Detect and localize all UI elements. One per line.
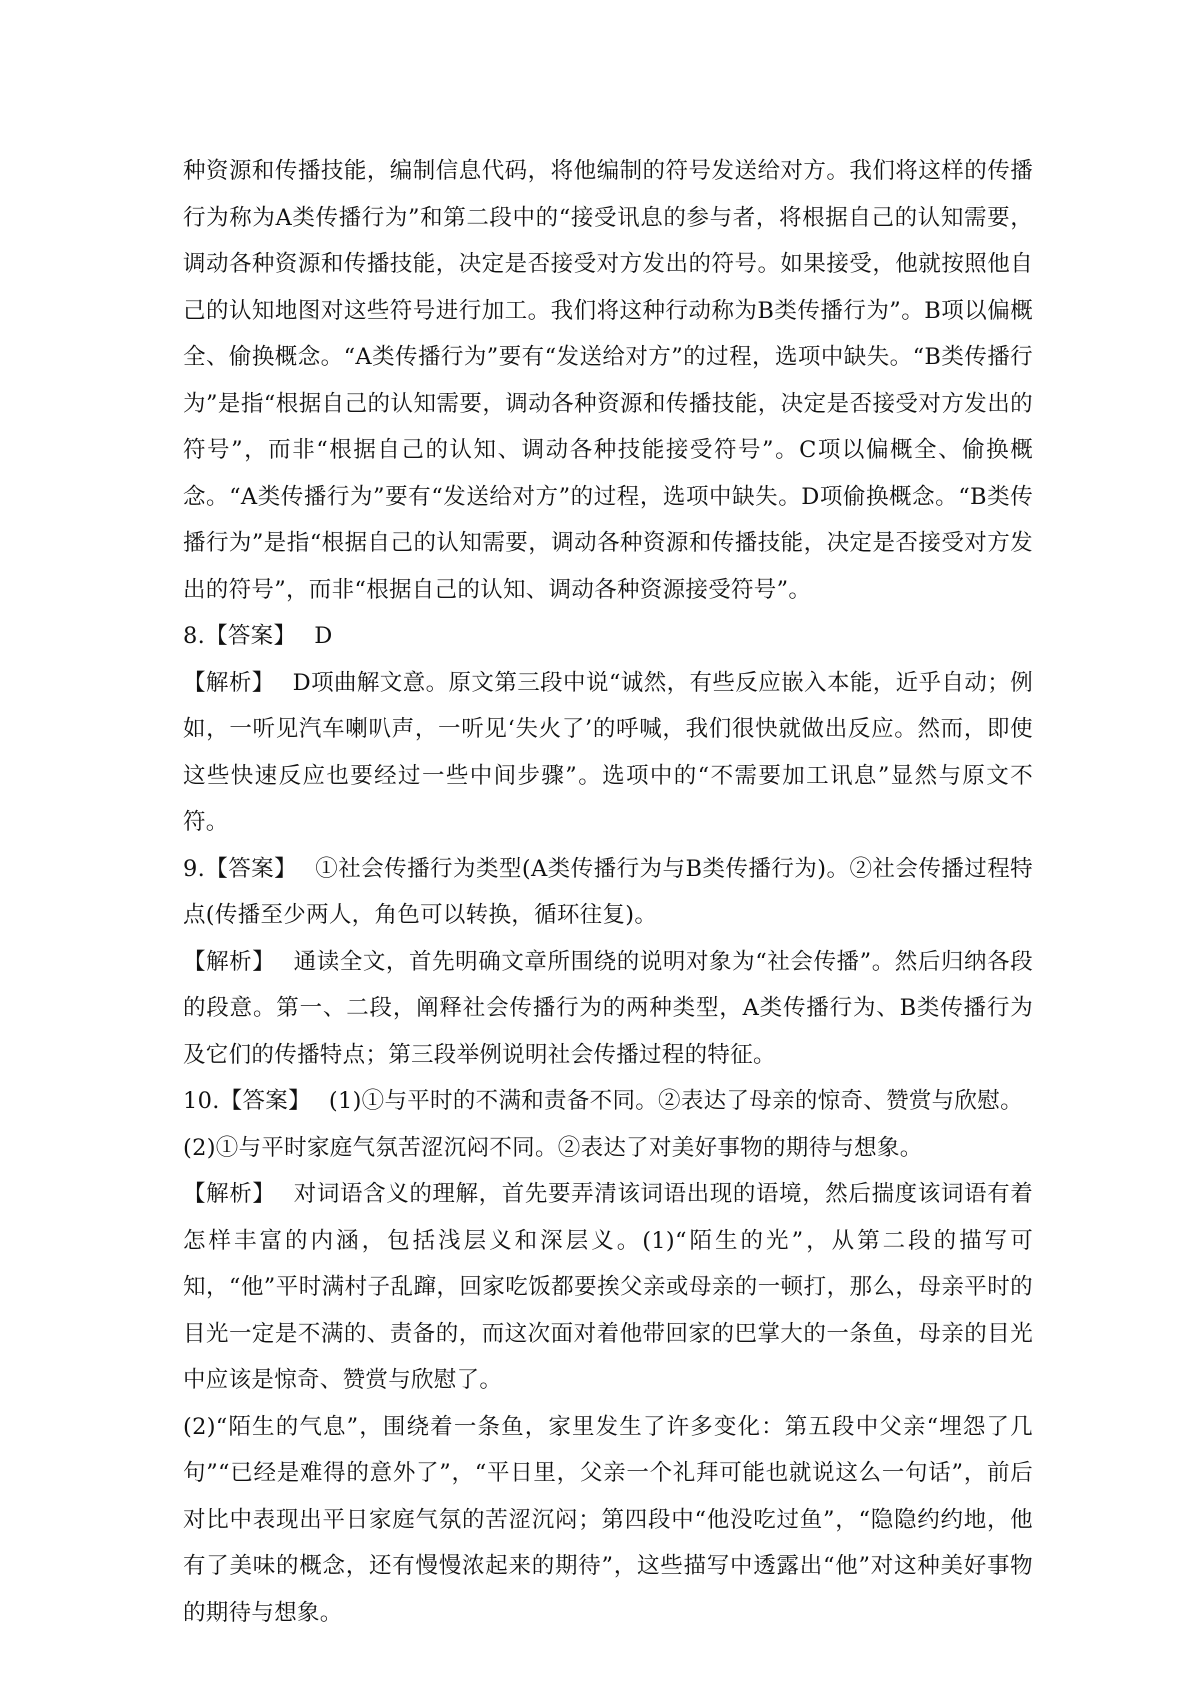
answer-text: D: [314, 623, 333, 649]
answer-text: ①社会传播行为类型(A类传播行为与B类传播行为)。②社会传播过程特点(传播至少两人，角色可以转换，循环往复)。: [183, 855, 1033, 928]
paragraph-answer-8: [183, 613, 1033, 660]
analysis-text: 对词语含义的理解，首先要弄清该词语出现的语境，然后揣度该词语有着怎样丰富的内涵，包括浅层义和深层义。(1)“陌生的光”，从第二段的描写可知，“他”平时满村子乱蹿，回家吃饭都要挨父亲或母亲的一顿打，那么，母亲平时的目光一定是不满的、责备的，而这次面对着他带回家的巴掌大的一条鱼，母亲的目光中应该是惊奇、赞赏与欣慰了。: [183, 1181, 1033, 1393]
paragraph-analysis-8: [183, 660, 1033, 846]
analysis-text: D项曲解文意。原文第三段中说“诚然，有些反应嵌入本能，近乎自动；例如，一听见汽车喇叭声，一听见‘失火了’的呼喊，我们很快就做出反应。然而，即使这些快速反应也要经过一些中间步骤”。选项中的“不需要加工讯息”显然与原文不符。: [183, 669, 1034, 835]
answer-label: 10.【答案】: [183, 1088, 311, 1114]
answer-text: (2)①与平时家庭气氛苦涩沉闷不同。②表达了对美好事物的期待与想象。: [183, 1134, 923, 1161]
paragraph-answer-9: [183, 846, 1033, 939]
answer-text: (1)①与平时的不满和责备不同。②表达了母亲的惊奇、赞赏与欣慰。: [328, 1088, 1023, 1114]
analysis-label: 【解析】: [183, 948, 276, 975]
document-body: [183, 148, 1033, 1636]
analysis-text: (2)“陌生的气息”，围绕着一条鱼，家里发生了许多变化：第五段中父亲“埋怨了几句”“已经是难得的意外了”，“平日里，父亲一个礼拜可能也就说这么一句话”，前后对比中表现出平日家庭气氛的苦涩沉闷；第四段中“他没吃过鱼”，“隐隐约约地，他有了美味的概念，还有慢慢浓起来的期待”，这些描写中透露出“他”对这种美好事物的期待与想象。: [183, 1413, 1033, 1626]
paragraph-answer-10: [183, 1078, 1033, 1125]
paragraph-analysis-9: [183, 939, 1033, 1079]
paragraph-answer-10-part-2: [183, 1125, 1033, 1172]
analysis-text: 通读全文，首先明确文章所围绕的说明对象为“社会传播”。然后归纳各段的段意。第一、二段，阐释社会传播行为的两种类型，A类传播行为、B类传播行为及它们的传播特点；第三段举例说明社会传播过程的特征。: [183, 948, 1033, 1068]
paragraph-analysis-7-continued: [183, 148, 1033, 613]
paragraph-analysis-10-part-2: [183, 1404, 1033, 1637]
paragraph-text: 种资源和传播技能，编制信息代码，将他编制的符号发送给对方。我们将这样的传播行为称为A类传播行为”和第二段中的“接受讯息的参与者，将根据自己的认知需要，调动各种资源和传播技能，决定是否接受对方发出的符号。如果接受，他就按照他自己的认知地图对这些符号进行加工。我们将这种行动称为B类传播行为”。B项以偏概全、偷换概念。“A类传播行为”要有“发送给对方”的过程，选项中缺失。“B类传播行为”是指“根据自己的认知需要，调动各种资源和传播技能，决定是否接受对方发出的符号”，而非“根据自己的认知、调动各种技能接受符号”。C项以偏概全、偷换概念。“A类传播行为”要有“发送给对方”的过程，选项中缺失。D项偷换概念。“B类传播行为”是指“根据自己的认知需要，调动各种资源和传播技能，决定是否接受对方发出的符号”，而非“根据自己的认知、调动各种资源接受符号”。: [183, 158, 1033, 603]
answer-label: 9.【答案】: [183, 855, 298, 882]
analysis-label: 【解析】: [183, 669, 275, 696]
analysis-label: 【解析】: [183, 1181, 276, 1207]
answer-label: 8.【答案】: [183, 623, 297, 649]
paragraph-analysis-10: [183, 1171, 1033, 1404]
